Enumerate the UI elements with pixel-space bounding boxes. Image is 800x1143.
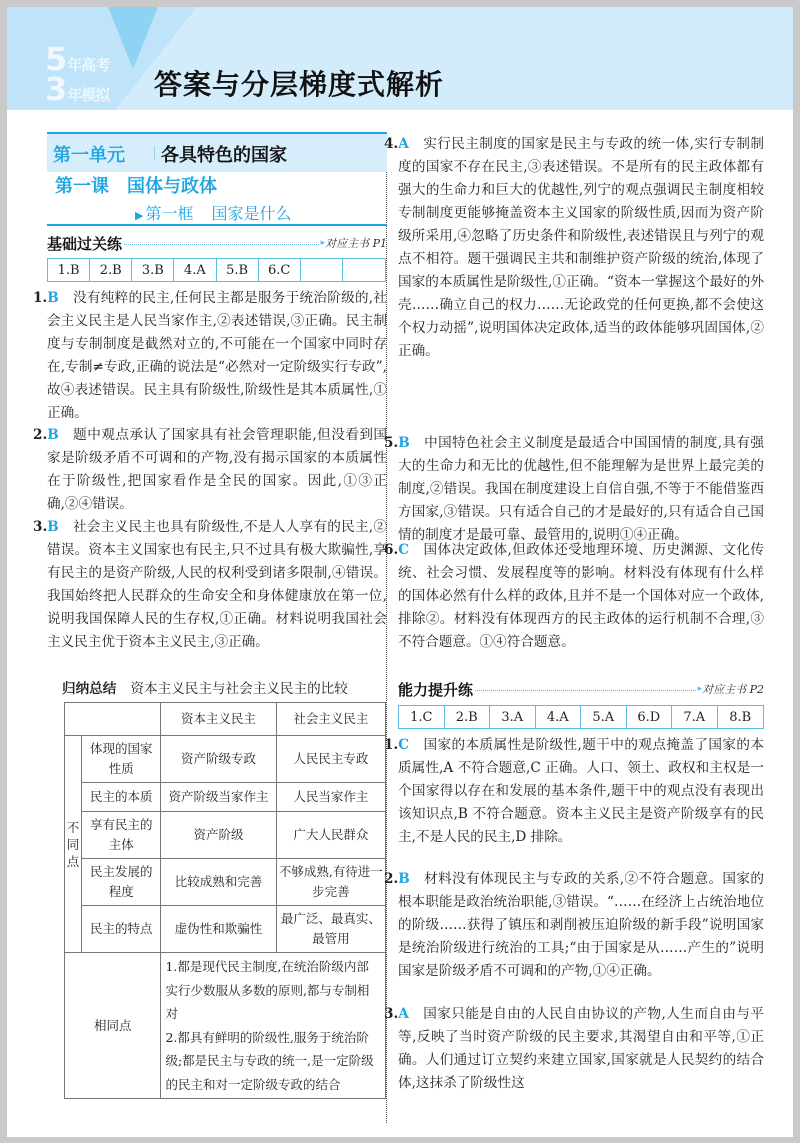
basic-item-4: 4.A 实行民主制度的国家是民主与专政的统一体,实行专制制度的国家不存在民主,③表述错误。不是所有的民主政体都有强大的生命力和巨大的优越性,列宁的观点强调民主制度相较专制制度更能够掩盖资本主义国家的阶级性质,因而为资产阶级所采用,④忽略了历史条件和阶级性,表述错误且与列宁的观点不相符。题干强调民主共和制维护资产阶级的统治,体现了国家的本质属性是阶级性,①正确。“资本一掌握这个最好的外壳……确立自己的权力……无论政党的任何更换,都不会使这个权力动摇”,说明国体决定政体,适当的政体能够巩固国体,②正确。 — [384, 136, 764, 359]
lesson-label: 第一课 — [55, 176, 109, 197]
advanced-section-title: 能力提升练 — [398, 680, 474, 699]
basic-item-2: 2.B 题中观点承认了国家具有社会管理职能,但没看到国家是阶级矛盾不可调和的产物,没有揭示国家的本质属性在于阶级性,把国家看作是全民的国家。因此,①③正确,②④错误。 — [33, 427, 387, 512]
frame-name: 国家是什么 — [211, 204, 292, 223]
basic-item-1: 1.B 没有纯粹的民主,任何民主都是服务于统治阶级的,社会主义民主是人民当家作主,②表述错误,③正确。民主制度与专制制度是截然对立的,不可能在一个国家中同时存在,专制≠专政,正确的说法是“必然对一定阶级实行专政”,故④表述错误。民主具有阶级性,阶级性是其本质属性,①正确。 — [33, 290, 387, 421]
socialist-cell: 人民当家作主 — [276, 783, 385, 812]
answer-letter: B — [47, 519, 59, 535]
comparison-table — [64, 702, 386, 1099]
basic-answer-grid — [47, 258, 386, 282]
explanation-text: 实行民主制度的国家是民主与专政的统一体,实行专制制度的国家不存在民主,③表述错误。不是所有的民主政体都有强大的生命力和巨大的优越性,列宁的观点强调民主制度相较专制制度更能够掩盖资本主义国家的阶级性质,因而为资产阶级所采用,④忽略了历史条件和阶级性,表述错误且与列宁的观点不相符。题干强调民主共和制维护资产阶级的统治,体现了国家的本质属性是阶级性,①正确。“资本一掌握这个最好的外壳……确立自己的权力……无论政党的任何更换,都不会使这个权力动摇”,说明国体决定政体,适当的政体能够巩固国体,②正确。 — [398, 136, 764, 359]
explanation-text: 国家的本质属性是阶级性,题干中的观点掩盖了国家的本质属性,A 不符合题意,C 正确。人口、领土、政权和主权是一个国家得以存在和发展的基本条件,题干中的观点没有表现出该知识点,B 不符合题意。资本主义民主是资产阶级享有的民主,不是人民的民主,D 排除。 — [398, 737, 764, 845]
basic-section-ref: 对应主书 P1 — [325, 237, 387, 250]
answer-cell: 3.A — [490, 706, 536, 728]
brand-logo: 5 年高考 3 年模拟 — [45, 40, 110, 108]
answer-cell: 6.C — [259, 259, 301, 281]
table-row — [65, 859, 386, 906]
summary-heading — [62, 677, 348, 697]
explanation-text: 中国特色社会主义制度是最适合中国国情的制度,具有强大的生命力和无比的优越性,但不能理解为是世界上最完美的制度,②错误。我国在制度建设上自信自强,不等于不能借鉴西方国家,③错误。只有适合自己的才是最好的,只有适合自己国情的制度才是最可靠、最管用的,说明①④正确。 — [398, 435, 764, 543]
aspect-cell: 享有民主的主体 — [81, 812, 160, 859]
advanced-answer-grid — [398, 705, 764, 729]
same-label-cell: 相同点 — [65, 953, 161, 1099]
capitalist-cell: 比较成熟和完善 — [161, 859, 276, 906]
column-header: 资本主义民主 — [161, 703, 276, 736]
arrow-right-icon: ▸ — [697, 684, 703, 694]
aspect-cell: 体现的国家性质 — [81, 736, 160, 783]
table-corner-cell — [65, 703, 161, 736]
answer-letter: B — [398, 871, 410, 887]
same-point: 1.都是现代民主制度,在统治阶级内部实行少数服从多数的原则,都与专制相对 — [165, 959, 370, 1021]
same-points-cell — [161, 953, 386, 1099]
answer-cell: 1.B — [48, 259, 90, 281]
answer-cell: 4.A — [174, 259, 216, 281]
answer-cell: 5.A — [581, 706, 627, 728]
answer-cell — [343, 259, 385, 281]
summary-title: 资本主义民主与社会主义民主的比较 — [130, 681, 348, 697]
answer-cell: 4.A — [536, 706, 582, 728]
capitalist-cell: 资产阶级专政 — [161, 736, 276, 783]
triangle-right-icon: ▶ — [135, 209, 144, 222]
page-title: 答案与分层梯度式解析 — [154, 68, 445, 101]
page-header — [7, 7, 793, 110]
leader-dots — [124, 244, 319, 245]
socialist-cell: 不够成熟,有待进一步完善 — [276, 859, 385, 906]
aspect-cell: 民主发展的程度 — [81, 859, 160, 906]
explanation-text: 国体决定政体,但政体还受地理环境、历史渊源、文化传统、社会习惯、发展程度等的影响。材料没有体现有什么样的国体必然有什么样的政体,且并不是一个国体对应一个政体,排除②。材料没有体现西方的民主政体的运行机制不合理,③不符合题意。①④符合题意。 — [398, 542, 764, 650]
answer-cell: 1.C — [399, 706, 445, 728]
diff-label-cell — [65, 736, 82, 953]
advanced-item-1: 1.C 国家的本质属性是阶级性,题干中的观点掩盖了国家的本质属性,A 不符合题意,C 正确。人口、领土、政权和主权是一个国家得以存在和发展的基本条件,题干中的观点没有表现出该知识点,B 不符合题意。资本主义民主是资产阶级享有的民主,不是人民的民主,D 排除。 — [384, 737, 764, 845]
capitalist-cell: 资产阶级当家作主 — [161, 783, 276, 812]
socialist-cell: 广大人民群众 — [276, 812, 385, 859]
aspect-cell: 民主的本质 — [81, 783, 160, 812]
explanation-text: 材料没有体现民主与专政的关系,②不符合题意。国家的根本职能是政治统治职能,③错误。“……在经济上占统治地位的阶级……获得了镇压和剥削被压迫阶级的新手段”说明国家是统治阶级进行统治的工具;“由于国家是从……产生的”说明国家是阶级矛盾不可调和的产物,①④正确。 — [398, 871, 764, 979]
explanation-text: 社会主义民主也具有阶级性,不是人人享有的民主,②错误。资本主义国家也有民主,只不过具有极大欺骗性,享有民主的是资产阶级,人民的权利受到诸多限制,④错误。我国始终把人民群众的生命安全和身体健康放在第一位,说明我国保障人民的生存权,①正确。材料说明我国社会主义民主优于资本主义民主,③正确。 — [47, 519, 387, 650]
advanced-section-heading — [398, 679, 764, 699]
table-row — [65, 783, 386, 812]
arrow-right-icon: ▸ — [320, 238, 326, 248]
basic-item-5: 5.B 中国特色社会主义制度是最适合中国国情的制度,具有强大的生命力和无比的优越性,但不能理解为是世界上最完美的制度,②错误。我国在制度建设上自信自强,不等于不能借鉴西方国家,③错误。只有适合自己的才是最好的,只有适合自己国情的制度才是最可靠、最管用的,说明①④正确。 — [384, 435, 764, 543]
aspect-cell: 民主的特点 — [81, 906, 160, 953]
table-row — [65, 812, 386, 859]
unit-name: 各具特色的国家 — [161, 145, 287, 166]
lesson-name: 国体与政体 — [127, 176, 217, 197]
explanation-text: 题中观点承认了国家具有社会管理职能,但没看到国家是阶级矛盾不可调和的产物,没有揭示国家的本质属性在于阶级性,把国家看作是全民的国家。因此,①③正确,②④错误。 — [47, 427, 387, 512]
diff-label: 不 同 点 — [66, 819, 80, 869]
answer-letter: A — [398, 136, 409, 152]
answer-letter: B — [398, 435, 410, 451]
answer-cell: 5.B — [217, 259, 259, 281]
same-point: 2.都具有鲜明的阶级性,服务于统治阶级;都是民主与专政的统一,是一定阶级的民主和对一定阶级专政的结合 — [165, 1029, 374, 1092]
advanced-item-3: 3.A 国家只能是自由的人民自由协议的产物,人生而自由与平等,反映了当时资产阶级的民主要求,其渴望自由和平等,①正确。人们通过订立契约来建立国家,国家就是人民契约的结合体,这抹杀了阶级性这 — [384, 1006, 764, 1091]
explanation-text: 没有纯粹的民主,任何民主都是服务于统治阶级的,社会主义民主是人民当家作主,②表述错误,③正确。民主制度与专制制度是截然对立的,不可能在一个国家中同时存在,专制≠专政,正确的说法是“必然对一定阶级实行专政”,故④表述错误。民主具有阶级性,阶级性是其本质属性,①正确。 — [47, 290, 387, 421]
answer-cell: 3.B — [132, 259, 174, 281]
capitalist-cell: 资产阶级 — [161, 812, 276, 859]
explanation-text: 国家只能是自由的人民自由协议的产物,人生而自由与平等,反映了当时资产阶级的民主要求,其渴望自由和平等,①正确。人们通过订立契约来建立国家,国家就是人民契约的结合体,这抹杀了阶级性这 — [398, 1006, 764, 1091]
answer-cell: 2.B — [90, 259, 132, 281]
advanced-item-2: 2.B 材料没有体现民主与专政的关系,②不符合题意。国家的根本职能是政治统治职能,③错误。“……在经济上占统治地位的阶级……获得了镇压和剥削被压迫阶级的新手段”说明国家是统治阶级进行统治的工具;“由于国家是从……产生的”说明国家是阶级矛盾不可调和的产物,①④正确。 — [384, 871, 764, 979]
column-header: 社会主义民主 — [276, 703, 385, 736]
table-row-same — [65, 953, 386, 1099]
lesson-heading — [55, 172, 235, 198]
answer-letter: C — [398, 542, 410, 558]
basic-section-heading — [47, 233, 387, 253]
heading-rule — [47, 224, 387, 226]
basic-section-title: 基础过关练 — [47, 234, 123, 253]
answer-cell: 6.D — [627, 706, 673, 728]
answer-cell: 7.A — [672, 706, 718, 728]
capitalist-cell: 虚伪性和欺骗性 — [161, 906, 276, 953]
unit-heading — [47, 132, 387, 172]
socialist-cell: 最广泛、最真实、最管用 — [276, 906, 385, 953]
basic-item-6: 6.C 国体决定政体,但政体还受地理环境、历史渊源、文化传统、社会习惯、发展程度等的影响。材料没有体现有什么样的国体必然有什么样的政体,且并不是一个国体对应一个政体,排除②。材料没有体现西方的民主政体的运行机制不合理,③不符合题意。①④符合题意。 — [384, 542, 764, 650]
answer-cell — [301, 259, 343, 281]
unit-label: 第一单元 — [53, 145, 125, 166]
answer-cell: 2.B — [445, 706, 491, 728]
basic-item-3: 3.B 社会主义民主也具有阶级性,不是人人享有的民主,②错误。资本主义国家也有民主,只不过具有极大欺骗性,享有民主的是资产阶级,人民的权利受到诸多限制,④错误。我国始终把人民群众的生命安全和身体健康放在第一位,说明我国保障人民的生存权,①正确。材料说明我国社会主义民主优于资本主义民主,③正确。 — [33, 519, 387, 650]
advanced-section-ref: 对应主书 P2 — [702, 683, 764, 696]
table-row — [65, 906, 386, 953]
answer-letter: B — [47, 290, 59, 306]
answer-letter: C — [398, 737, 410, 753]
frame-heading — [135, 201, 292, 224]
answer-cell: 8.B — [729, 709, 752, 725]
table-row — [65, 736, 386, 783]
summary-tag: 归纳总结 — [62, 681, 117, 697]
unit-separator — [154, 146, 155, 161]
socialist-cell: 人民民主专政 — [276, 736, 385, 783]
leader-dots — [475, 690, 696, 691]
table-header-row — [65, 703, 386, 736]
answer-letter: B — [47, 427, 59, 443]
answer-letter: A — [398, 1006, 409, 1022]
frame-label: 第一框 — [145, 204, 194, 223]
